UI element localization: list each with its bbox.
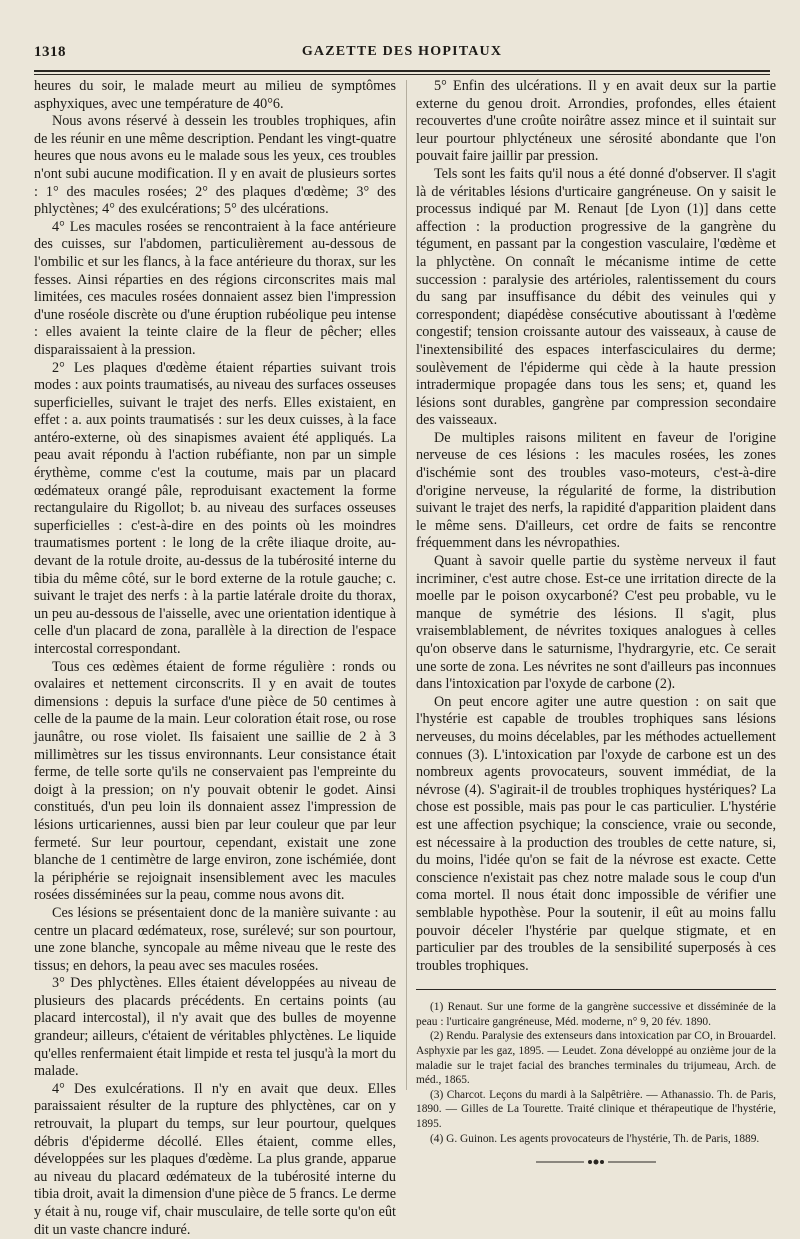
footnotes-rule (416, 989, 776, 990)
paragraph: De multiples raisons militent en faveur de l'origine nerveuse de ces lésions : les macules rosées, les zones d'ischémie sont des troubles vaso-moteurs, c'est-à-dire d'origine nerveuse, la régularité de forme, la distribution suivant le trajet des nerfs, la rapidité d'apparition plaident dans le même sens. D'ailleurs, cet ordre de faits se rencontre fréquemment dans les névropathies. (416, 429, 776, 552)
right-column (416, 78, 776, 1169)
paragraph: On peut encore agiter une autre question : on sait que l'hystérie est capable de troubles trophiques sans lésions nerveuses, du moins décelables, par les méthodes actuellement connues (3). L'intoxication par l'oxyde de carbone est un des nombreux agents provocateurs, souvent immédiat, de la névrose (4). S'agirait-il de troubles trophiques hystériques? La chose est possible, mais pas pour le cas particulier. L'hystérie est une affection psychique; la conscience, vraie ou seconde, est nécessaire à la production des troubles de cette nature, si, du moins, l'idée qu'on se fait de la névrose est exacte. Cette conscience n'existait pas chez notre malade sous le coup d'un coma mortel. Il nous était donc impossible de vérifier une semblable hypothèse. Pour la soutenir, il eût au moins fallu pouvoir déceler l'hystérie par quelque stigmate, et en particulier par des troubles de la sensibilité superposés à ces troubles trophiques. (416, 693, 776, 974)
paragraph: 5° Enfin des ulcérations. Il y en avait deux sur la partie externe du genou droit. Arrondies, profondes, elles étaient recouvertes d'une croûte noirâtre assez mince et il suintait sur leur pourtour phlycténeux une sérosité abondante que l'on pouvait faire jaillir par pression. (416, 78, 776, 165)
paragraph: heures du soir, le malade meurt au milieu de symptômes asphyxiques, avec une température de 40°6. (34, 78, 396, 112)
footnote: (3) Charcot. Leçons du mardi à la Salpêtrière. — Athanassio. Th. de Paris, 1890. — Gilles de La Tourette. Traité clinique et thérapeutique de l'hystérie, 1895. (416, 1088, 776, 1131)
footnote: (1) Renaut. Sur une forme de la gangrène successive et disséminée de la peau : l'urticaire gangréneuse, Méd. moderne, n° 9, 20 fév. 1890. (416, 1001, 776, 1028)
paragraph: Tous ces œdèmes étaient de forme régulière : ronds ou ovalaires et nettement circonscrits. Il y en avait de toutes dimensions : depuis la surface d'une pièce de 50 centimes à celle de la paume de la main. Leur coloration était rose, ou rose jaunâtre, ou rose violet. Ils faisaient une saillie de 2 à 3 millimètres sur les tissus environnants. Leur consistance était ferme, de telle sorte qu'ils ne conservaient pas l'empreinte du doigt à la pression; on n'y pouvait obtenir le godet. Ainsi constitués, d'un peu loin ils donnaient assez l'impression de lésions urticariennes, aussi bien par leur couleur que par leur fermeté. Sur leur pourtour, cependant, existait une zone blanche de 1 centimètre de large environ, zone ischémiée, dont la périphérie se rejoignait insensiblement avec les macules rosées disséminées sur la peau, comme nous avons dit. (34, 658, 396, 904)
journal-title: GAZETTE DES HOPITAUX (301, 44, 503, 59)
paragraph: 4° Des exulcérations. Il n'y en avait que deux. Elles paraissaient résulter de la rupture des phlyctènes, car on y retrouvait, la plupart du temps, sur leur pourtour, quelques débris d'épiderme décollé. Elles étaient, comme elles, développées sur les plaques d'œdème. La plus grande, apparue au niveau du placard œdémateux de la tubérosité interne du tibia droit, avait la dimension d'une pièce de 5 francs. Le derme y était à nu, rouge vif, chair musculaire, de telle sorte qu'on eût dit un vaste chancre induré. (34, 1080, 396, 1238)
page-number: 1318 (34, 44, 66, 60)
paragraph: Ces lésions se présentaient donc de la manière suivante : au centre un placard œdémateux, rose, surélevé; sur son pourtour, une zone blanche, syncopale au même niveau que le reste des tissus; en dehors, la peau avec ses macules rosées. (34, 904, 396, 974)
footnote: (4) G. Guinon. Les agents provocateurs de l'hystérie, Th. de Paris, 1889. (430, 1132, 760, 1145)
footnote: (2) Rendu. Paralysie des extenseurs dans intoxication par CO, in Brouardel. Asphyxie par les gaz, 1895. — Leudet. Zona développé au onzième jour de la maladie sur le trajet facial des branches terminales du trijumeau, Arch. de méd., 1865. (416, 1030, 776, 1087)
header-rule-thin (34, 74, 770, 75)
ornament-divider-icon (536, 1158, 656, 1166)
paragraph: 2° Les plaques d'œdème étaient réparties suivant trois modes : aux points traumatisés, au niveau des surfaces osseuses superficielles, suivant le trajet des nerfs. Elles existaient, en effet : a. aux points traumatisés : sur les deux cuisses, à la face antéro-externe, où des sinapismes avaient été appliqués. La peau avait répondu à l'action rubéfiante, non par un simple érythème, comme c'est la coutume, mais par un placard œdémateux orangé pâle, reproduisant exactement la forme rectangulaire du Rigollot; b. au niveau des surfaces osseuses superficielles : c'est-à-dire en des points où les moindres traumatismes portent : le long de la crête iliaque droite, au-devant de la rotule droite, au-dessus de la tubérosité interne du tibia du même côté, sur le bord externe de la rotule gauche; c. suivant le trajet des nerfs : à la partie latérale droite du thorax, un peu au-dessous de l'aisselle, avec une orientation identique à celle d'un placard de zona, parallèle à la direction de l'espace intercostal correspondant. (34, 359, 396, 657)
left-column (34, 78, 396, 1239)
page-header (34, 44, 770, 66)
column-divider (406, 80, 407, 1090)
paragraph: 4° Les macules rosées se rencontraient à la face antérieure des cuisses, sur l'abdomen, particulièrement au-dessous de l'ombilic et sur les flancs, à la face antérieure du thorax, sur les fesses. Ainsi réparties en des régions circonscrites mais mal limitées, ces macules rosées donnaient assez bien l'impression d'une roséole discrète ou d'une éruption rubéolique peu intense : elles avaient la teinte claire de la fleur de pêcher; elles disparaissaient à la pression. (34, 218, 396, 358)
paragraph: Tels sont les faits qu'il nous a été donné d'observer. Il s'agit là de véritables lésions d'urticaire gangréneuse. On y saisit le processus indiqué par M. Renaut [de Lyon (1)] dans cette affection : la production progressive de la gangrène du tégument, en passant par la congestion vasculaire, l'œdème et la phlyctène. On connaît le mécanisme intime de cette succession : paralysie des artérioles, ralentissement du cours du sang par insuffisance du débit des veinules qui y correspondent; diapédèse consécutive aboutissant à l'œdème congestif; tension croissante autour des vaisseaux, à cause de l'inextensibilité des espaces interfasciculaires du derme; soulèvement de l'épiderme qui cède à la haute pression intradermique propagée dans tous les sens; et, quand les lésions sont durables, gangrène par compression secondaire des vaisseaux. (416, 165, 776, 429)
paragraph: 3° Des phlyctènes. Elles étaient développées au niveau de plusieurs des placards précédents. En certains points (au placard intercostal), il n'y avait que des bulles de moyenne grandeur; ailleurs, c'étaient de véritables phlyctènes. Le liquide qu'elles renfermaient était limpide et resta tel jusqu'à la mort du malade. (34, 975, 396, 1080)
paragraph: Quant à savoir quelle partie du système nerveux il faut incriminer, c'est autre chose. Est-ce une irritation directe de la moelle par le poison oxycarboné? C'est peu probable, vu le manque de symétrie des lésions. Il s'agit, plus vraisemblablement, de névrites toxiques analogues à celles qu'on observe dans le saturnisme, l'hydrargyrie, etc. Ce serait une sorte de zona. Les névrites ne sont d'ailleurs pas inconnues dans l'intoxication par l'oxyde de carbone (2). (416, 553, 776, 693)
end-ornament (536, 1158, 656, 1169)
paragraph: Nous avons réservé à dessein les troubles trophiques, afin de les réunir en une même description. Pendant les vingt-quatre heures que nous avons eu le malade sous les yeux, ces troubles n'ont subi aucune modification. Il y en avait de plusieurs sortes : 1° des macules rosées; 2° des plaques d'œdème; 3° des phlyctènes; 4° des exulcérations; 5° des ulcérations. (34, 113, 396, 218)
header-rule-thick (34, 70, 770, 72)
